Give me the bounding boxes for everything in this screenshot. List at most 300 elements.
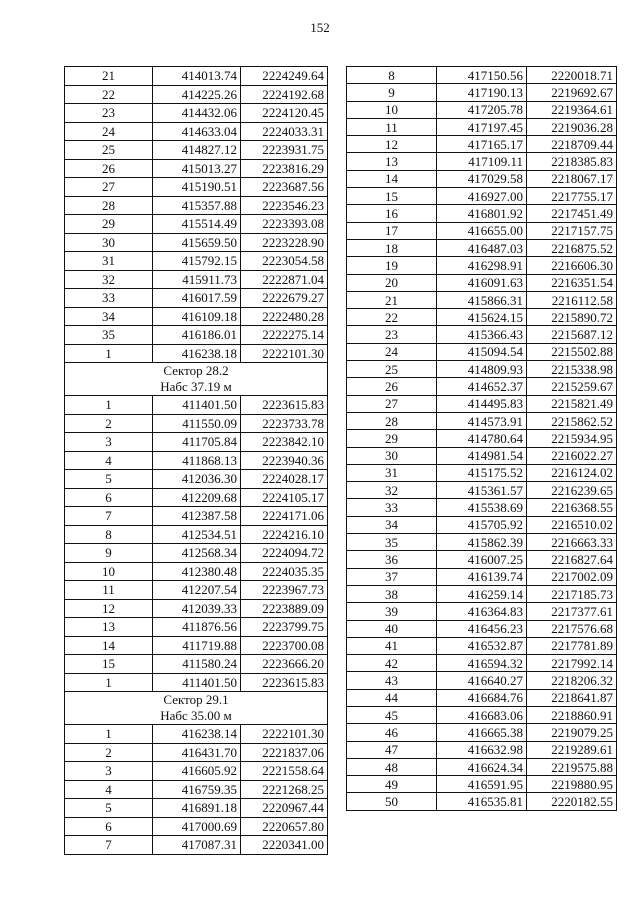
y-coordinate-cell: 2223615.83 xyxy=(241,673,328,692)
table-row xyxy=(65,414,328,433)
point-number-cell: 28 xyxy=(65,196,153,215)
y-coordinate-cell: 2216875.52 xyxy=(527,239,617,256)
table-row xyxy=(347,672,617,689)
point-number-cell: 36 xyxy=(347,551,437,568)
x-coordinate-cell: 416535.81 xyxy=(437,793,527,810)
table-row xyxy=(347,378,617,395)
x-coordinate-cell: 416456.23 xyxy=(437,620,527,637)
table-row xyxy=(347,776,617,793)
x-coordinate-cell: 415094.54 xyxy=(437,343,527,360)
point-number-cell: 3 xyxy=(65,762,153,781)
table-row xyxy=(347,499,617,516)
y-coordinate-cell: 2215259.67 xyxy=(527,378,617,395)
table-row xyxy=(347,568,617,585)
x-coordinate-cell: 411401.50 xyxy=(153,396,241,415)
x-coordinate-cell: 414827.12 xyxy=(153,141,241,160)
x-coordinate-cell: 411719.88 xyxy=(153,636,241,655)
y-coordinate-cell: 2223940.36 xyxy=(241,451,328,470)
table-row xyxy=(347,309,617,326)
table-row xyxy=(347,603,617,620)
x-coordinate-cell: 416655.00 xyxy=(437,222,527,239)
table-row xyxy=(65,544,328,563)
table-row xyxy=(347,430,617,447)
x-coordinate-cell: 416927.00 xyxy=(437,188,527,205)
table-row xyxy=(347,447,617,464)
point-number-cell: 10 xyxy=(65,562,153,581)
table-row xyxy=(65,433,328,452)
x-coordinate-cell: 414225.26 xyxy=(153,85,241,104)
table-row xyxy=(65,141,328,160)
point-number-cell: 27 xyxy=(347,395,437,412)
y-coordinate-cell: 2217157.75 xyxy=(527,222,617,239)
y-coordinate-cell: 2224120.45 xyxy=(241,104,328,123)
x-coordinate-cell: 411868.13 xyxy=(153,451,241,470)
point-number-cell: 3 xyxy=(65,433,153,452)
x-coordinate-cell: 412036.30 xyxy=(153,470,241,489)
point-number-cell: 9 xyxy=(65,544,153,563)
point-number-cell: 12 xyxy=(347,136,437,153)
table-row xyxy=(347,188,617,205)
x-coordinate-cell: 412207.54 xyxy=(153,581,241,600)
sector-header-row xyxy=(65,363,328,396)
y-coordinate-cell: 2218641.87 xyxy=(527,689,617,706)
y-coordinate-cell: 2216663.33 xyxy=(527,534,617,551)
table-row xyxy=(65,85,328,104)
table-row xyxy=(65,470,328,489)
y-coordinate-cell: 2223666.20 xyxy=(241,655,328,674)
table-row xyxy=(65,122,328,141)
point-number-cell: 21 xyxy=(65,67,153,86)
table-row xyxy=(347,464,617,481)
point-number-cell: 35 xyxy=(65,326,153,345)
x-coordinate-cell: 416532.87 xyxy=(437,637,527,654)
x-coordinate-cell: 415013.27 xyxy=(153,159,241,178)
y-coordinate-cell: 2217377.61 xyxy=(527,603,617,620)
y-coordinate-cell: 2216124.02 xyxy=(527,464,617,481)
point-number-cell: 39 xyxy=(347,603,437,620)
table-row xyxy=(65,396,328,415)
x-coordinate-cell: 416139.74 xyxy=(437,568,527,585)
x-coordinate-cell: 415911.73 xyxy=(153,270,241,289)
y-coordinate-cell: 2219692.67 xyxy=(527,84,617,101)
point-number-cell: 11 xyxy=(65,581,153,600)
y-coordinate-cell: 2221268.25 xyxy=(241,780,328,799)
y-coordinate-cell: 2216510.02 xyxy=(527,516,617,533)
point-number-cell: 49 xyxy=(347,776,437,793)
table-row xyxy=(65,673,328,692)
x-coordinate-cell: 416091.63 xyxy=(437,274,527,291)
x-coordinate-cell: 416007.25 xyxy=(437,551,527,568)
table-row xyxy=(65,655,328,674)
point-number-cell: 12 xyxy=(65,599,153,618)
y-coordinate-cell: 2223700.08 xyxy=(241,636,328,655)
point-number-cell: 2 xyxy=(65,743,153,762)
page-number: 152 xyxy=(310,20,330,35)
x-coordinate-cell: 412534.51 xyxy=(153,525,241,544)
point-number-cell: 15 xyxy=(65,655,153,674)
x-coordinate-cell: 414432.06 xyxy=(153,104,241,123)
table-row xyxy=(65,289,328,308)
x-coordinate-cell: 417150.56 xyxy=(437,67,527,84)
y-coordinate-cell: 2221558.64 xyxy=(241,762,328,781)
x-coordinate-cell: 414013.74 xyxy=(153,67,241,86)
y-coordinate-cell: 2223393.08 xyxy=(241,215,328,234)
x-coordinate-cell: 412568.34 xyxy=(153,544,241,563)
y-coordinate-cell: 2218709.44 xyxy=(527,136,617,153)
x-coordinate-cell: 411876.56 xyxy=(153,618,241,637)
y-coordinate-cell: 2223615.83 xyxy=(241,396,328,415)
x-coordinate-cell: 417190.13 xyxy=(437,84,527,101)
y-coordinate-cell: 2220182.55 xyxy=(527,793,617,810)
point-number-cell: 16 xyxy=(347,205,437,222)
y-coordinate-cell: 2215502.88 xyxy=(527,343,617,360)
point-number-cell: 34 xyxy=(65,307,153,326)
table-row xyxy=(65,725,328,744)
point-number-cell: 50 xyxy=(347,793,437,810)
x-coordinate-cell: 416801.92 xyxy=(437,205,527,222)
x-coordinate-cell: 415862.39 xyxy=(437,534,527,551)
point-number-cell: 31 xyxy=(347,464,437,481)
point-number-cell: 44 xyxy=(347,689,437,706)
y-coordinate-cell: 2224249.64 xyxy=(241,67,328,86)
table-row xyxy=(65,799,328,818)
point-number-cell: 13 xyxy=(65,618,153,637)
table-row xyxy=(347,257,617,274)
table-row xyxy=(65,581,328,600)
x-coordinate-cell: 417109.11 xyxy=(437,153,527,170)
x-coordinate-cell: 416891.18 xyxy=(153,799,241,818)
point-number-cell: 29 xyxy=(347,430,437,447)
point-number-cell: 9 xyxy=(347,84,437,101)
y-coordinate-cell: 2220657.80 xyxy=(241,817,328,836)
x-coordinate-cell: 415361.57 xyxy=(437,482,527,499)
table-row xyxy=(65,780,328,799)
x-coordinate-cell: 416364.83 xyxy=(437,603,527,620)
table-row xyxy=(65,307,328,326)
y-coordinate-cell: 2223889.09 xyxy=(241,599,328,618)
point-number-cell: 5 xyxy=(65,470,153,489)
y-coordinate-cell: 2216606.30 xyxy=(527,257,617,274)
table-row xyxy=(65,836,328,855)
point-number-cell: 7 xyxy=(65,836,153,855)
x-coordinate-cell: 414809.93 xyxy=(437,361,527,378)
table-row xyxy=(347,551,617,568)
table-row xyxy=(65,451,328,470)
point-number-cell: 8 xyxy=(65,525,153,544)
table-row xyxy=(347,291,617,308)
table-row xyxy=(347,516,617,533)
y-coordinate-cell: 2220967.44 xyxy=(241,799,328,818)
table-row xyxy=(65,507,328,526)
y-coordinate-cell: 2217185.73 xyxy=(527,585,617,602)
x-coordinate-cell: 415705.92 xyxy=(437,516,527,533)
point-number-cell: 33 xyxy=(347,499,437,516)
point-number-cell: 32 xyxy=(347,482,437,499)
table-row xyxy=(65,104,328,123)
point-number-cell: 11 xyxy=(347,118,437,135)
x-coordinate-cell: 415792.15 xyxy=(153,252,241,271)
x-coordinate-cell: 415366.43 xyxy=(437,326,527,343)
point-number-cell: 47 xyxy=(347,741,437,758)
y-coordinate-cell: 2219036.28 xyxy=(527,118,617,135)
y-coordinate-cell: 2224035.35 xyxy=(241,562,328,581)
point-number-cell: 4 xyxy=(65,451,153,470)
y-coordinate-cell: 2220341.00 xyxy=(241,836,328,855)
x-coordinate-cell: 415190.51 xyxy=(153,178,241,197)
point-number-cell: 45 xyxy=(347,706,437,723)
table-row xyxy=(65,233,328,252)
point-number-cell: 22 xyxy=(65,85,153,104)
table-row xyxy=(65,252,328,271)
y-coordinate-cell: 2219880.95 xyxy=(527,776,617,793)
table-row xyxy=(65,326,328,345)
y-coordinate-cell: 2223816.29 xyxy=(241,159,328,178)
point-number-cell: 15 xyxy=(347,188,437,205)
y-coordinate-cell: 2215687.12 xyxy=(527,326,617,343)
point-number-cell: 30 xyxy=(347,447,437,464)
table-row xyxy=(347,741,617,758)
x-coordinate-cell: 415357.88 xyxy=(153,196,241,215)
y-coordinate-cell: 2216239.65 xyxy=(527,482,617,499)
point-number-cell: 42 xyxy=(347,655,437,672)
table-row xyxy=(65,618,328,637)
x-coordinate-cell: 416238.18 xyxy=(153,344,241,363)
x-coordinate-cell: 416109.18 xyxy=(153,307,241,326)
y-coordinate-cell: 2223687.56 xyxy=(241,178,328,197)
table-row xyxy=(65,599,328,618)
point-number-cell: 38 xyxy=(347,585,437,602)
y-coordinate-cell: 2223733.78 xyxy=(241,414,328,433)
y-coordinate-cell: 2219079.25 xyxy=(527,724,617,741)
table-row xyxy=(347,534,617,551)
y-coordinate-cell: 2218385.83 xyxy=(527,153,617,170)
point-number-cell: 46 xyxy=(347,724,437,741)
x-coordinate-cell: 417197.45 xyxy=(437,118,527,135)
x-coordinate-cell: 416683.06 xyxy=(437,706,527,723)
y-coordinate-cell: 2224033.31 xyxy=(241,122,328,141)
point-number-cell: 30 xyxy=(65,233,153,252)
x-coordinate-cell: 412380.48 xyxy=(153,562,241,581)
point-number-cell: 8 xyxy=(347,67,437,84)
table-row xyxy=(347,724,617,741)
x-coordinate-cell: 416632.98 xyxy=(437,741,527,758)
table-row xyxy=(347,239,617,256)
table-row xyxy=(65,743,328,762)
x-coordinate-cell: 416238.14 xyxy=(153,725,241,744)
x-coordinate-cell: 414652.37 xyxy=(437,378,527,395)
y-coordinate-cell: 2223799.75 xyxy=(241,618,328,637)
y-coordinate-cell: 2216022.27 xyxy=(527,447,617,464)
y-coordinate-cell: 2223967.73 xyxy=(241,581,328,600)
point-number-cell: 24 xyxy=(347,343,437,360)
x-coordinate-cell: 416605.92 xyxy=(153,762,241,781)
sector-header-row xyxy=(65,692,328,725)
point-number-cell: 1 xyxy=(65,725,153,744)
table-row xyxy=(347,67,617,84)
table-row xyxy=(347,620,617,637)
point-number-cell: 34 xyxy=(347,516,437,533)
point-number-cell: 28 xyxy=(347,412,437,429)
x-coordinate-cell: 416259.14 xyxy=(437,585,527,602)
table-row xyxy=(65,196,328,215)
table-row xyxy=(347,585,617,602)
x-coordinate-cell: 415538.69 xyxy=(437,499,527,516)
y-coordinate-cell: 2217781.89 xyxy=(527,637,617,654)
x-coordinate-cell: 415866.31 xyxy=(437,291,527,308)
y-coordinate-cell: 2218860.91 xyxy=(527,706,617,723)
x-coordinate-cell: 416624.34 xyxy=(437,758,527,775)
point-number-cell: 29 xyxy=(65,215,153,234)
y-coordinate-cell: 2215338.98 xyxy=(527,361,617,378)
sector-header xyxy=(65,363,328,396)
table-row xyxy=(65,636,328,655)
x-coordinate-cell: 416665.38 xyxy=(437,724,527,741)
x-coordinate-cell: 411401.50 xyxy=(153,673,241,692)
point-number-cell: 23 xyxy=(347,326,437,343)
x-coordinate-cell: 416640.27 xyxy=(437,672,527,689)
point-number-cell: 25 xyxy=(347,361,437,378)
table-row xyxy=(65,178,328,197)
y-coordinate-cell: 2221837.06 xyxy=(241,743,328,762)
y-coordinate-cell: 2222101.30 xyxy=(241,725,328,744)
point-number-cell: 21 xyxy=(347,291,437,308)
point-number-cell: 32 xyxy=(65,270,153,289)
y-coordinate-cell: 2219289.61 xyxy=(527,741,617,758)
x-coordinate-cell: 411580.24 xyxy=(153,655,241,674)
x-coordinate-cell: 416186.01 xyxy=(153,326,241,345)
x-coordinate-cell: 412039.33 xyxy=(153,599,241,618)
table-row xyxy=(347,637,617,654)
y-coordinate-cell: 2216827.64 xyxy=(527,551,617,568)
table-row xyxy=(347,222,617,239)
table-row xyxy=(347,655,617,672)
point-number-cell: 43 xyxy=(347,672,437,689)
table-row xyxy=(347,205,617,222)
y-coordinate-cell: 2222101.30 xyxy=(241,344,328,363)
table-row xyxy=(347,706,617,723)
x-coordinate-cell: 414780.64 xyxy=(437,430,527,447)
table-row xyxy=(347,482,617,499)
x-coordinate-cell: 417000.69 xyxy=(153,817,241,836)
y-coordinate-cell: 2222679.27 xyxy=(241,289,328,308)
table-row xyxy=(347,395,617,412)
y-coordinate-cell: 2222480.28 xyxy=(241,307,328,326)
x-coordinate-cell: 417205.78 xyxy=(437,101,527,118)
point-number-cell: 27 xyxy=(65,178,153,197)
y-coordinate-cell: 2216368.55 xyxy=(527,499,617,516)
table-row xyxy=(65,344,328,363)
point-number-cell: 7 xyxy=(65,507,153,526)
y-coordinate-cell: 2223931.75 xyxy=(241,141,328,160)
x-coordinate-cell: 416594.32 xyxy=(437,655,527,672)
point-number-cell: 1 xyxy=(65,344,153,363)
y-coordinate-cell: 2215934.95 xyxy=(527,430,617,447)
table-row xyxy=(65,762,328,781)
point-number-cell: 10 xyxy=(347,101,437,118)
point-number-cell: 18 xyxy=(347,239,437,256)
table-row xyxy=(65,525,328,544)
y-coordinate-cell: 2216112.58 xyxy=(527,291,617,308)
sector-elevation: Набс 35.00 м xyxy=(160,708,232,723)
x-coordinate-cell: 416591.95 xyxy=(437,776,527,793)
point-number-cell: 35 xyxy=(347,534,437,551)
x-coordinate-cell: 417165.17 xyxy=(437,136,527,153)
point-number-cell: 31 xyxy=(65,252,153,271)
table-row xyxy=(347,101,617,118)
y-coordinate-cell: 2224105.17 xyxy=(241,488,328,507)
point-number-cell: 48 xyxy=(347,758,437,775)
point-number-cell: 24 xyxy=(65,122,153,141)
table-row xyxy=(65,270,328,289)
point-number-cell: 20 xyxy=(347,274,437,291)
y-coordinate-cell: 2224216.10 xyxy=(241,525,328,544)
y-coordinate-cell: 2218206.32 xyxy=(527,672,617,689)
table-row xyxy=(65,562,328,581)
x-coordinate-cell: 416298.91 xyxy=(437,257,527,274)
table-row xyxy=(347,136,617,153)
table-row xyxy=(347,361,617,378)
table-row xyxy=(65,67,328,86)
table-row xyxy=(347,343,617,360)
y-coordinate-cell: 2224094.72 xyxy=(241,544,328,563)
coordinates-table-left xyxy=(64,66,328,855)
x-coordinate-cell: 412387.58 xyxy=(153,507,241,526)
point-number-cell: 17 xyxy=(347,222,437,239)
table-row xyxy=(65,159,328,178)
point-number-cell: 4 xyxy=(65,780,153,799)
point-number-cell: 41 xyxy=(347,637,437,654)
point-number-cell: 37 xyxy=(347,568,437,585)
table-row xyxy=(347,170,617,187)
x-coordinate-cell: 414573.91 xyxy=(437,412,527,429)
y-coordinate-cell: 2216351.54 xyxy=(527,274,617,291)
table-row xyxy=(347,84,617,101)
table-row xyxy=(65,215,328,234)
x-coordinate-cell: 411705.84 xyxy=(153,433,241,452)
x-coordinate-cell: 416431.70 xyxy=(153,743,241,762)
table-row xyxy=(65,488,328,507)
x-coordinate-cell: 416759.35 xyxy=(153,780,241,799)
x-coordinate-cell: 416684.76 xyxy=(437,689,527,706)
table-row xyxy=(347,326,617,343)
sector-elevation: Набс 37.19 м xyxy=(160,379,232,394)
y-coordinate-cell: 2223842.10 xyxy=(241,433,328,452)
table-row xyxy=(347,689,617,706)
y-coordinate-cell: 2217002.09 xyxy=(527,568,617,585)
y-coordinate-cell: 2217576.68 xyxy=(527,620,617,637)
y-coordinate-cell: 2224028.17 xyxy=(241,470,328,489)
table-row xyxy=(347,153,617,170)
point-number-cell: 33 xyxy=(65,289,153,308)
x-coordinate-cell: 415659.50 xyxy=(153,233,241,252)
point-number-cell: 26 xyxy=(347,378,437,395)
point-number-cell: 19 xyxy=(347,257,437,274)
sector-header xyxy=(65,692,328,725)
point-number-cell: 1 xyxy=(65,396,153,415)
table-row xyxy=(347,412,617,429)
y-coordinate-cell: 2215862.52 xyxy=(527,412,617,429)
y-coordinate-cell: 2222871.04 xyxy=(241,270,328,289)
point-number-cell: 13 xyxy=(347,153,437,170)
y-coordinate-cell: 2217451.49 xyxy=(527,205,617,222)
y-coordinate-cell: 2215821.49 xyxy=(527,395,617,412)
x-coordinate-cell: 414981.54 xyxy=(437,447,527,464)
y-coordinate-cell: 2223054.58 xyxy=(241,252,328,271)
x-coordinate-cell: 412209.68 xyxy=(153,488,241,507)
x-coordinate-cell: 417087.31 xyxy=(153,836,241,855)
point-number-cell: 1 xyxy=(65,673,153,692)
point-number-cell: 6 xyxy=(65,488,153,507)
